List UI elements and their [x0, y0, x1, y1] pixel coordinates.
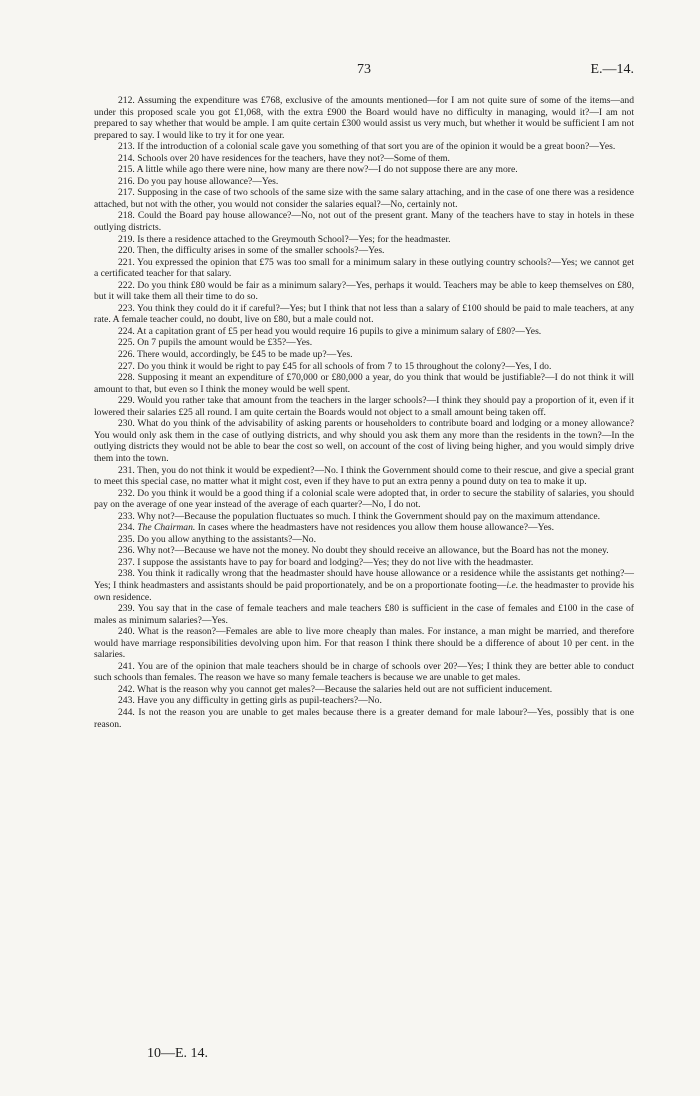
question-paragraph: 230. What do you think of the advisability of asking parents or householders to contribute board and lodging or a money allowance? You would only ask them in the case of outlying districts, and why should you ask them any more than the residents in the town?—In the outlying districts they would not be able to bear the cost so well, on account of the cost of living being higher, and you would simply drive them into the town.	[94, 418, 634, 464]
question-paragraph: 220. Then, the difficulty arises in some of the smaller schools?—Yes.	[118, 245, 385, 257]
question-paragraph: 234. The Chairman. In cases where the headmasters have not residences you allow them house allowance?—Yes.	[118, 522, 554, 534]
question-paragraph: 242. What is the reason why you cannot get males?—Because the salaries held out are not sufficient inducement.	[118, 683, 553, 695]
question-paragraph: 233. Why not?—Because the population fluctuates so much. I think the Government should pay on the maximum attendance.	[118, 510, 601, 522]
question-paragraph: 226. There would, accordingly, be £45 to be made up?—Yes.	[118, 349, 353, 361]
question-paragraph: 221. You expressed the opinion that £75 was too small for a minimum salary in these outlying country schools?—Yes; we cannot get a certificated teacher for that salary.	[94, 256, 634, 280]
question-paragraph: 222. Do you think £80 would be fair as a minimum salary?—Yes, perhaps it would. Teachers may be able to keep themselves on £80, but it will take them all their time to do so.	[94, 279, 634, 303]
question-paragraph: 224. At a capitation grant of £5 per head you would require 16 pupils to give a minimum salary of £80?—Yes.	[118, 325, 542, 337]
question-paragraph: 239. You say that in the case of female teachers and male teachers £80 is sufficient in the case of females and £100 in the case of males as minimum salaries?—Yes.	[94, 603, 634, 626]
question-paragraph: 231. Then, you do not think it would be expedient?—No. I think the Government should come to their rescue, and give a special grant to meet this special case, no matter what it might cost, even if they have to put an extra penny a pound duty on tea to make it up.	[94, 464, 634, 488]
question-paragraph: 228. Supposing it meant an expenditure of £70,000 or £80,000 a year, do you think that would be justifiable?—I do not think it will amount to that, but even so I think the money would be well spent.	[94, 372, 634, 395]
page-header	[94, 62, 634, 82]
question-paragraph: 235. Do you allow anything to the assistants?—No.	[118, 533, 316, 545]
document-reference: E.—14.	[590, 62, 634, 77]
question-paragraph: 227. Do you think it would be right to pay £45 for all schools of from 7 to 15 throughout the colony?—Yes, I do.	[118, 360, 552, 372]
question-paragraph: 237. I suppose the assistants have to pay for board and lodging?—Yes; they do not live with the headmaster.	[118, 556, 534, 568]
sheet-signature: 10—E. 14.	[147, 1046, 209, 1061]
question-paragraph: 241. You are of the opinion that male teachers should be in charge of schools over 20?—Yes; I think they are better able to conduct such schools than females. The reason we have so many female teachers is because we are unable to get males.	[94, 660, 634, 684]
question-paragraph: 238. You think it radically wrong that the headmaster should have house allowance or a residence while the assistants get nothing?—Yes; I think headmasters and assistants should be paid proportionately, and be on a proportionate footing—i.e. the headmaster to provide his own residence.	[94, 568, 635, 603]
testimony-body	[94, 95, 634, 730]
question-paragraph: 217. Supposing in the case of two schools of the same size with the same salary attaching, and in the case of one there was a residence attached, but not with the other, you would not consider the salaries equal?—No, certainly not.	[94, 187, 634, 210]
question-paragraph: 244. Is not the reason you are unable to get males because there is a greater demand for male labour?—Yes, possibly that is one reason.	[94, 706, 634, 730]
question-paragraph: 214. Schools over 20 have residences for the teachers, have they not?—Some of them.	[118, 152, 450, 164]
question-paragraph: 236. Why not?—Because we have not the money. No doubt they should receive an allowance, but the Board has not the money.	[118, 545, 609, 557]
question-paragraph: 232. Do you think it would be a good thing if a colonial scale were adopted that, in order to secure the stability of salaries, you should pay on the average of one year instead of the average of each quarter?—No, I do not.	[94, 487, 634, 511]
question-paragraph: 213. If the introduction of a colonial scale gave you something of that sort you are of the opinion it would be a great boon?—Yes.	[118, 141, 616, 153]
question-paragraph: 229. Would you rather take that amount from the teachers in the larger schools?—I think they should pay a proportion of it, even if it lowered their salaries £25 all round. I am quite certain the Boards would not object to a small amount being taken off.	[94, 395, 634, 418]
question-paragraph: 219. Is there a residence attached to the Greymouth School?—Yes; for the headmaster.	[118, 233, 451, 245]
page-number: 73	[357, 62, 371, 77]
question-paragraph: 218. Could the Board pay house allowance?—No, not out of the present grant. Many of the teachers have to stay in hotels in these outlying districts.	[94, 210, 634, 234]
question-paragraph: 243. Have you any difficulty in getting girls as pupil-teachers?—No.	[118, 695, 382, 707]
question-paragraph: 240. What is the reason?—Females are able to live more cheaply than males. For instance, a man might be married, and therefore would have marriage responsibilities devolving upon him. For that reason I think there should be a difference of about 10 per cent. in the salaries.	[94, 626, 634, 661]
question-paragraph: 215. A little while ago there were nine, how many are there now?—I do not suppose there are any more.	[118, 164, 518, 176]
question-paragraph: 216. Do you pay house allowance?—Yes.	[118, 175, 279, 187]
question-paragraph: 225. On 7 pupils the amount would be £35?—Yes.	[118, 337, 313, 349]
question-paragraph: 223. You think they could do it if careful?—Yes; but I think that not less than a salary of £100 should be paid to male teachers, at any rate. A female teacher could, no doubt, live on £80, but a male could not.	[94, 302, 634, 326]
question-paragraph: 212. Assuming the expenditure was £768, exclusive of the amounts mentioned—for I am not quite sure of some of the items—and under this proposed scale you got £1,068, with the extra £900 the Board would have no difficulty in managing, would it?—I am not prepared to say whether that would be ample. I am quite certain £300 would assist us very much, but whether it would be sufficient I am not prepared to say. I would like to try it for one year.	[94, 95, 634, 141]
